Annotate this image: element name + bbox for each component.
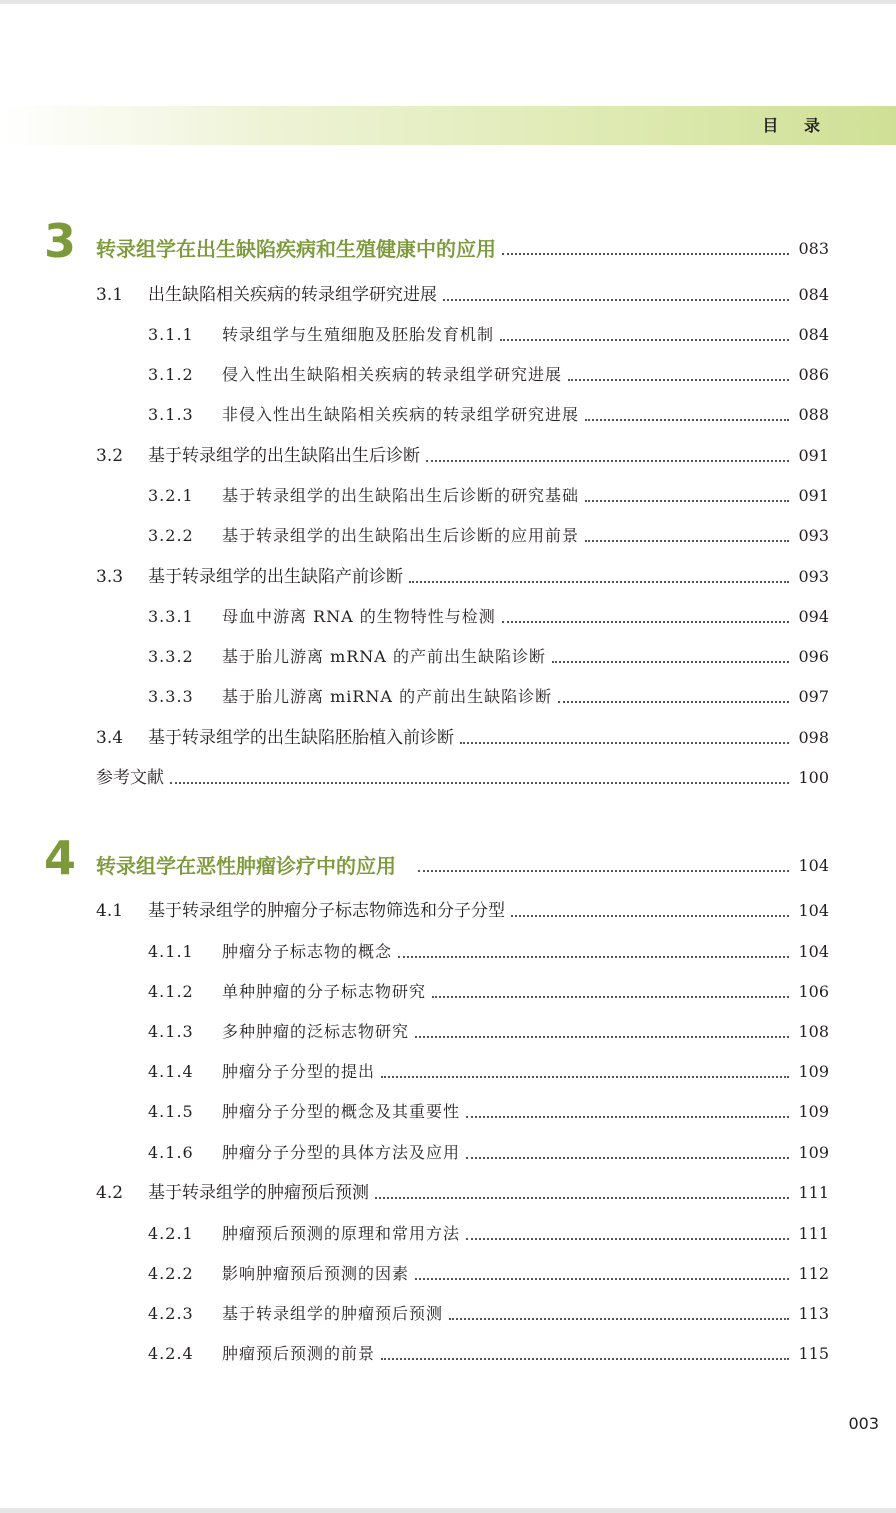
section-number: 3.3 xyxy=(96,567,124,587)
dot-leader xyxy=(381,1358,789,1360)
toc-subsection-entry[interactable] xyxy=(148,1059,829,1085)
chapter-title: 转录组学在恶性肿瘤诊疗中的应用 xyxy=(96,854,396,878)
subsection-number: 4.2.4 xyxy=(148,1344,194,1363)
subsection-title: 肿瘤预后预测的原理和常用方法 xyxy=(222,1224,461,1243)
dot-leader xyxy=(443,299,789,301)
section-number: 3.1 xyxy=(96,285,124,305)
toc-subsection-entry[interactable] xyxy=(148,1261,829,1287)
chapter-number: 4 xyxy=(44,831,77,885)
references-title: 参考文献 xyxy=(96,768,164,788)
page-number: 093 xyxy=(798,567,829,586)
subsection-title: 基于胎儿游离 miRNA 的产前出生缺陷诊断 xyxy=(222,687,553,706)
subsection-number: 4.2.3 xyxy=(148,1304,194,1323)
page-number: 084 xyxy=(798,325,829,344)
section-title: 基于转录组学的出生缺陷出生后诊断 xyxy=(148,446,420,466)
subsection-title: 肿瘤分子分型的概念及其重要性 xyxy=(222,1102,461,1121)
dot-leader xyxy=(381,1076,789,1078)
dot-leader xyxy=(552,661,789,663)
dot-leader xyxy=(466,1116,789,1118)
toc-subsection-entry[interactable] xyxy=(148,1140,829,1166)
dot-leader xyxy=(460,742,789,744)
dot-leader xyxy=(466,1238,789,1240)
subsection-number: 3.2.1 xyxy=(148,486,194,505)
subsection-number: 3.3.3 xyxy=(148,687,194,706)
page-number: 115 xyxy=(798,1344,829,1363)
page-number: 086 xyxy=(798,365,829,384)
page-number: 108 xyxy=(798,1022,829,1041)
subsection-title: 基于转录组学的出生缺陷出生后诊断的应用前景 xyxy=(222,526,580,545)
dot-leader xyxy=(375,1197,789,1199)
section-title: 基于转录组学的肿瘤预后预测 xyxy=(148,1183,369,1203)
subsection-number: 4.2.2 xyxy=(148,1264,194,1283)
subsection-title: 肿瘤分子分型的提出 xyxy=(222,1062,376,1081)
subsection-number: 4.1.3 xyxy=(148,1022,194,1041)
page-folio: 003 xyxy=(848,1414,879,1433)
section-title: 出生缺陷相关疾病的转录组学研究进展 xyxy=(148,285,437,305)
toc-subsection-entry[interactable] xyxy=(148,322,829,348)
page-number: 111 xyxy=(798,1224,829,1243)
dot-leader xyxy=(398,956,789,958)
toc-subsection-entry[interactable] xyxy=(148,1301,829,1327)
toc-subsection-entry[interactable] xyxy=(148,684,829,710)
dot-leader xyxy=(432,996,789,998)
page-number: 097 xyxy=(798,687,829,706)
section-number: 3.4 xyxy=(96,728,124,748)
dot-leader xyxy=(568,379,789,381)
page-number: 084 xyxy=(798,285,829,304)
section-title: 基于转录组学的肿瘤分子标志物筛选和分子分型 xyxy=(148,901,505,921)
toc-subsection-entry[interactable] xyxy=(148,1341,829,1367)
section-number: 4.1 xyxy=(96,901,124,921)
page-number: 091 xyxy=(798,486,829,505)
dot-leader xyxy=(502,621,789,623)
subsection-number: 4.1.6 xyxy=(148,1143,194,1162)
dot-leader xyxy=(585,500,789,502)
toc-subsection-entry[interactable] xyxy=(148,523,829,549)
dot-leader xyxy=(500,339,789,341)
toc-subsection-entry[interactable] xyxy=(148,939,829,965)
subsection-number: 4.2.1 xyxy=(148,1224,194,1243)
toc-subsection-entry[interactable] xyxy=(148,362,829,388)
subsection-number: 3.1.2 xyxy=(148,365,194,384)
subsection-number: 3.2.2 xyxy=(148,526,194,545)
subsection-title: 肿瘤分子分型的具体方法及应用 xyxy=(222,1143,461,1162)
page-number: 083 xyxy=(798,239,829,258)
dot-leader xyxy=(558,701,789,703)
toc-subsection-entry[interactable] xyxy=(148,979,829,1005)
section-number: 4.2 xyxy=(96,1183,124,1203)
toc-references-entry[interactable] xyxy=(96,765,829,791)
page-number: 112 xyxy=(798,1264,829,1283)
subsection-number: 4.1.2 xyxy=(148,982,194,1001)
subsection-number: 3.1.1 xyxy=(148,325,194,344)
page-number: 096 xyxy=(798,647,829,666)
dot-leader xyxy=(511,915,789,917)
page-number: 109 xyxy=(798,1062,829,1081)
section-number: 3.2 xyxy=(96,446,124,466)
subsection-number: 4.1.5 xyxy=(148,1102,194,1121)
page-number: 093 xyxy=(798,526,829,545)
toc-subsection-entry[interactable] xyxy=(148,644,829,670)
toc-subsection-entry[interactable] xyxy=(148,1019,829,1045)
chapter-number: 3 xyxy=(44,214,77,268)
subsection-title: 非侵入性出生缺陷相关疾病的转录组学研究进展 xyxy=(222,405,580,424)
toc-chapter-entry[interactable] xyxy=(96,236,829,262)
subsection-title: 多种肿瘤的泛标志物研究 xyxy=(222,1022,410,1041)
subsection-number: 3.3.2 xyxy=(148,647,194,666)
subsection-title: 基于转录组学的肿瘤预后预测 xyxy=(222,1304,444,1323)
top-rule xyxy=(0,0,896,4)
subsection-title: 基于转录组学的出生缺陷出生后诊断的研究基础 xyxy=(222,486,580,505)
section-title: 基于转录组学的出生缺陷胚胎植入前诊断 xyxy=(148,728,454,748)
toc-section-entry[interactable] xyxy=(96,443,829,469)
dot-leader xyxy=(170,782,789,784)
section-title: 基于转录组学的出生缺陷产前诊断 xyxy=(148,567,403,587)
page-number: 104 xyxy=(798,942,829,961)
subsection-title: 转录组学与生殖细胞及胚胎发育机制 xyxy=(222,325,495,344)
dot-leader xyxy=(415,1278,789,1280)
dot-leader xyxy=(418,870,789,872)
page-number: 111 xyxy=(798,1183,829,1202)
page-number: 100 xyxy=(798,768,829,787)
dot-leader xyxy=(466,1157,789,1159)
dot-leader xyxy=(415,1036,789,1038)
page-number: 088 xyxy=(798,405,829,424)
subsection-number: 3.1.3 xyxy=(148,405,194,424)
dot-leader xyxy=(409,581,789,583)
subsection-title: 肿瘤分子标志物的概念 xyxy=(222,942,393,961)
dot-leader xyxy=(585,540,789,542)
subsection-number: 4.1.1 xyxy=(148,942,194,961)
dot-leader xyxy=(502,253,789,255)
subsection-title: 单种肿瘤的分子标志物研究 xyxy=(222,982,427,1001)
toc-subsection-entry[interactable] xyxy=(148,483,829,509)
toc-section-entry[interactable] xyxy=(96,564,829,590)
page-number: 091 xyxy=(798,446,829,465)
toc-subsection-entry[interactable] xyxy=(148,402,829,428)
subsection-number: 4.1.4 xyxy=(148,1062,194,1081)
dot-leader xyxy=(585,419,789,421)
page-number: 098 xyxy=(798,728,829,747)
subsection-title: 影响肿瘤预后预测的因素 xyxy=(222,1264,410,1283)
toc-section-entry[interactable] xyxy=(96,725,829,751)
page-number: 104 xyxy=(798,856,829,875)
subsection-title: 母血中游离 RNA 的生物特性与检测 xyxy=(222,607,496,626)
dot-leader xyxy=(426,460,789,462)
page-number: 113 xyxy=(798,1304,829,1323)
subsection-title: 基于胎儿游离 mRNA 的产前出生缺陷诊断 xyxy=(222,647,546,666)
toc-subsection-entry[interactable] xyxy=(148,1099,829,1125)
running-header xyxy=(0,106,896,145)
subsection-title: 侵入性出生缺陷相关疾病的转录组学研究进展 xyxy=(222,365,563,384)
running-header-title: 目 录 xyxy=(762,116,830,135)
toc-section-entry[interactable] xyxy=(96,898,829,924)
bottom-rule xyxy=(0,1508,896,1513)
page-number: 109 xyxy=(798,1102,829,1121)
chapter-title: 转录组学在出生缺陷疾病和生殖健康中的应用 xyxy=(96,237,496,261)
page-number: 109 xyxy=(798,1143,829,1162)
toc-subsection-entry[interactable] xyxy=(148,604,829,630)
subsection-title: 肿瘤预后预测的前景 xyxy=(222,1344,376,1363)
subsection-number: 3.3.1 xyxy=(148,607,194,626)
toc-section-entry[interactable] xyxy=(96,282,829,308)
toc-subsection-entry[interactable] xyxy=(148,1221,829,1247)
page-number: 094 xyxy=(798,607,829,626)
dot-leader xyxy=(449,1318,789,1320)
page-number: 104 xyxy=(798,901,829,920)
toc-section-entry[interactable] xyxy=(96,1180,829,1206)
page-number: 106 xyxy=(798,982,829,1001)
toc-chapter-entry[interactable] xyxy=(96,853,829,879)
